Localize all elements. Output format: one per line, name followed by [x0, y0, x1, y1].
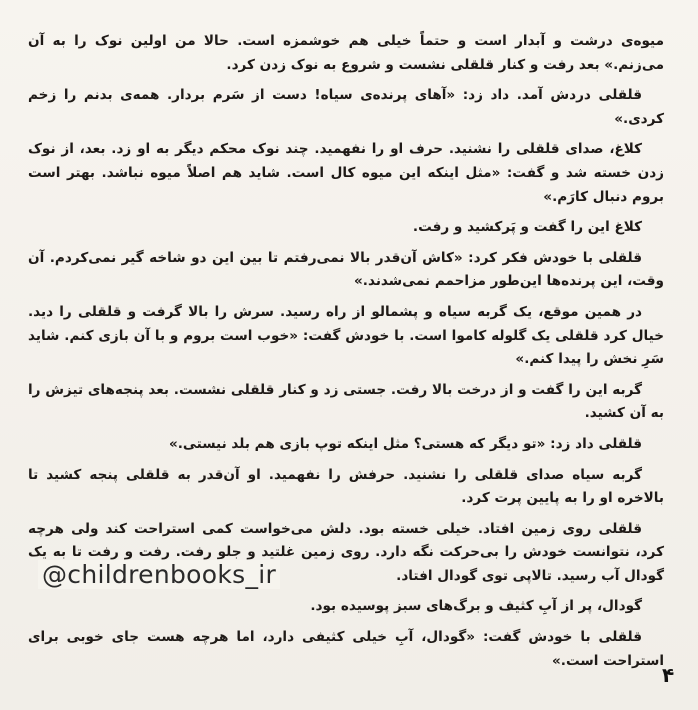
paragraph: گربه سیاه صدای قلقلی را نشنید. حرفش را نفهمید. او آن‌قدر به قلقلی پنجه کشید تا بالاخره او را به پایین پرت کرد. — [28, 466, 664, 507]
paragraph: در همین موقع، یک گربه سیاه و پشمالو از راه رسید. سرش را بالا گرفت و قلقلی را دید. خیال کرد قلقلی یک گلوله کاموا است. با خودش گفت: «خوب است بروم و با آن بازی کنم. شاید سَرِ نخش را پیدا کنم.» — [28, 303, 664, 368]
paragraph: قلقلی دردش آمد. داد زد: «آهای پرنده‌ی سیاه! دست از سَرم بردار. همه‌ی بدنم را زخم کردی.» — [28, 87, 664, 127]
paragraph: گودال، پر از آبِ کثیف و برگ‌های سبز پوسیده بود. — [310, 598, 642, 615]
paragraph: قلقلی با خودش فکر کرد: «کاش آن‌قدر بالا نمی‌رفتم تا بین این دو شاخه گیر نمی‌کردم. آن وقت، این پرنده‌ها این‌طور مزاحمم نمی‌شدند.» — [28, 249, 664, 290]
paragraph: کلاغ، صدای قلقلی را نشنید. حرف او را نفهمید. چند نوک محکم دیگر به او زد. بعد، از نوک زدن خسته شد و گفت: «مثل اینکه این میوه کال است. شاید هم اصلاً میوه نباشد. بهتر است بروم دنبال کارَم.» — [28, 141, 664, 205]
paragraph: قلقلی روی زمین افتاد. خیلی خسته بود. دلش می‌خواست کمی استراحت کند ولی هرچه کرد، نتوانست خودش را بی‌حرکت نگه دارد. روی زمین غلتید و جلو رفت. رفت و رفت تا به یک گودال آب رسید. تالاپی توی گودال افتاد. — [28, 520, 664, 584]
paragraph: گربه این را گفت و از درخت بالا رفت. جستی زد و کنار قلقلی نشست. بعد پنجه‌های تیزش را به آن کشید. — [28, 381, 664, 422]
page-number: ۴ — [662, 663, 675, 687]
paragraph: میوه‌ی درشت و آبدار است و حتماً خیلی هم خوشمزه است. حالا من اولین نوک را به آن می‌زنم.» بعد رفت و کنار قلقلی نشست و شروع به نوک زدن کرد. — [28, 33, 664, 73]
paragraph: کلاغ این را گفت و پَرکشید و رفت. — [412, 219, 642, 236]
paragraph: قلقلی داد زد: «تو دیگر که هستی؟ مثل اینکه توپ بازی هم بلد نیستی.» — [168, 435, 642, 452]
paragraph: قلقلی با خودش گفت: «گودال، آبِ خیلی کثیفی دارد، اما هرچه هست جای خوبی برای استراحت است.» — [28, 629, 664, 669]
watermark: @childrenbooks_ir — [38, 560, 280, 589]
